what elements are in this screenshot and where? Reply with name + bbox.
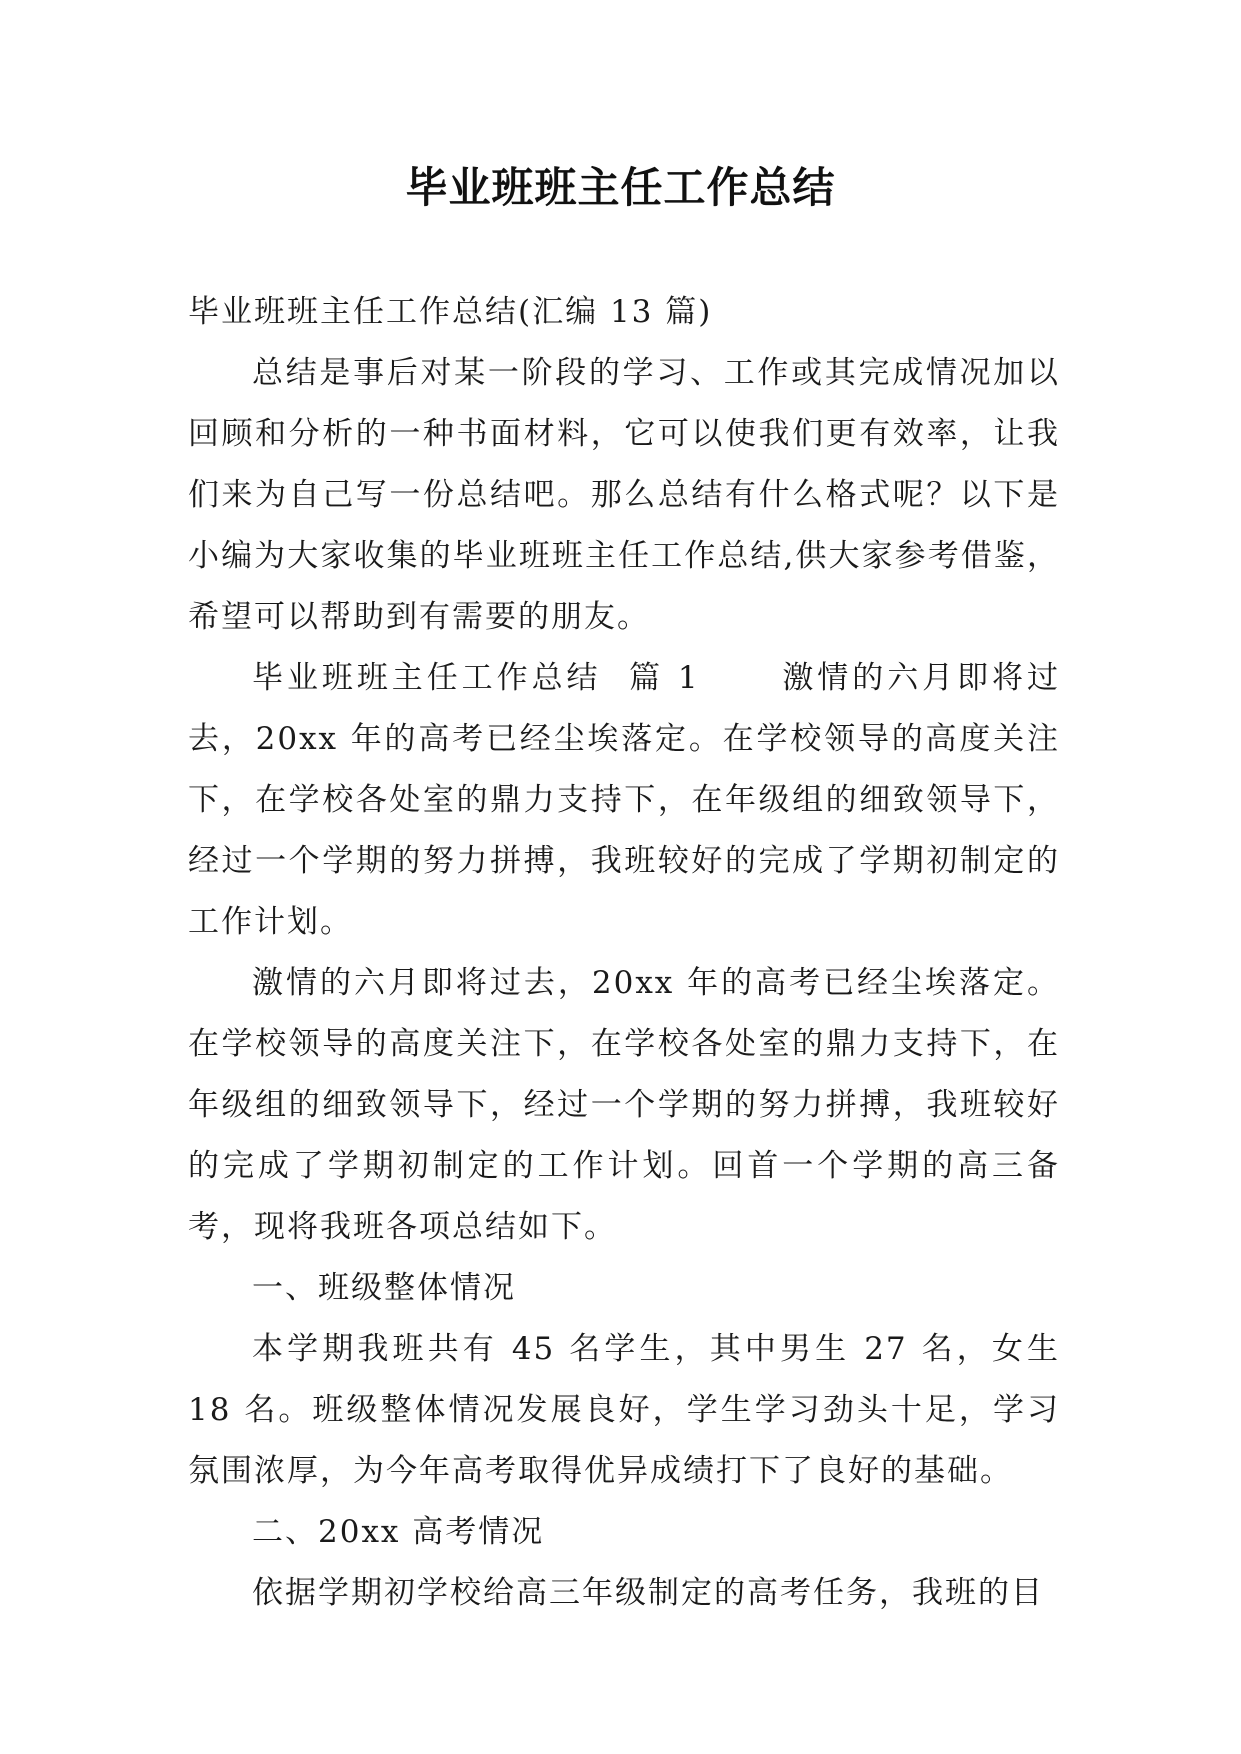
class-overview-paragraph: 本学期我班共有 45 名学生，其中男生 27 名，女生 18 名。班级整体情况发展良好，学生学习劲头十足，学习氛围浓厚，为今年高考取得优异成绩打下了良好的基础。 (188, 1331, 1060, 1489)
document-subtitle: 毕业班班主任工作总结(汇编 13 篇) (188, 294, 713, 330)
document-body (188, 282, 1060, 1624)
document-title: 毕业班班主任工作总结 (405, 163, 836, 212)
section-heading-class-overview: 一、班级整体情况 (252, 1270, 516, 1306)
exam-paragraph: 依据学期初学校给高三年级制定的高考任务，我班的目 (252, 1575, 1044, 1611)
article-1-paragraph: 激情的六月即将过去，20xx 年的高考已经尘埃落定。在学校领导的高度关注下，在学校各处室的鼎力支持下，在年级组的细致领导下，经过一个学期的努力拼搏，我班较好的完成了学期初制定的工作计划。回首一个学期的高三备考，现将我班各项总结如下。 (188, 965, 1060, 1245)
intro-paragraph: 总结是事后对某一阶段的学习、工作或其完成情况加以回顾和分析的一种书面材料，它可以使我们更有效率，让我们来为自己写一份总结吧。那么总结有什么格式呢？以下是小编为大家收集的毕业班班主任工作总结,供大家参考借鉴，希望可以帮助到有需要的朋友。 (188, 355, 1060, 635)
section-heading-exam: 二、20xx 高考情况 (252, 1514, 545, 1550)
article-1-heading-paragraph: 毕业班班主任工作总结 篇 1 激情的六月即将过去，20xx 年的高考已经尘埃落定。在学校领导的高度关注下，在学校各处室的鼎力支持下，在年级组的细致领导下，经过一个学期的努力拼搏，我班较好的完成了学期初制定的工作计划。 (188, 660, 1060, 940)
